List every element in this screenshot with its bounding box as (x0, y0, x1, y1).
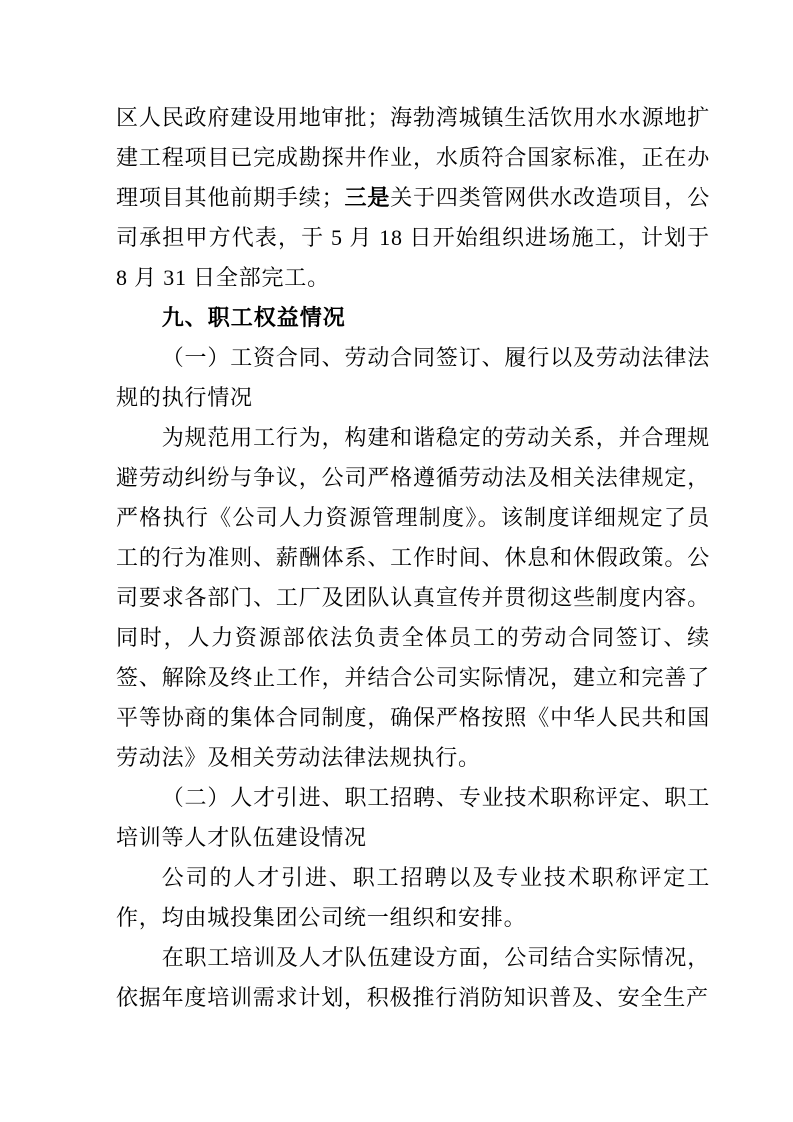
subsection-heading-1: （一）工资合同、劳动合同签订、履行以及劳动法律法规的执行情况 (116, 345, 710, 410)
body-paragraph-continuation (116, 98, 710, 298)
section-heading: 九、职工权益情况 (161, 305, 346, 330)
body-paragraph-talent: 公司的人才引进、职工招聘以及专业技术职称评定工作，均由城投集团公司统一组织和安排。 (116, 865, 710, 930)
body-paragraph-training: 在职工培训及人才队伍建设方面，公司结合实际情况，依据年度培训需求计划，积极推行消防知识普及、安全生产 (116, 945, 710, 1010)
body-paragraph-labor-contracts: 为规范用工行为，构建和谐稳定的劳动关系，并合理规避劳动纠纷与争议，公司严格遵循劳动法及相关法律规定，严格执行《公司人力资源管理制度》。该制度详细规定了员工的行为准则、薪酬体系、工作时间、休息和休假政策。公司要求各部门、工厂及团队认真宣传并贯彻这些制度内容。同时，人力资源部依法负责全体员工的劳动合同签订、续签、解除及终止工作，并结合公司实际情况，建立和完善了平等协商的集体合同制度，确保严格按照《中华人民共和国劳动法》及相关劳动法律法规执行。 (116, 425, 710, 770)
document-body (116, 98, 710, 1018)
paragraph-text: 关于四类管网供水改造项目，公司承担甲方代表，于 5 月 18 日开始组织进场施工，计划于 8 月 31 日全部完工。 (116, 185, 710, 290)
paragraph-text: 区人民政府建设用地审批；海勃湾城镇生活饮用水水源地扩建工程项目已完成勘探井作业，水质符合国家标准，正在办理项目其他前期手续； (116, 105, 710, 210)
bold-run: 三是 (344, 185, 391, 210)
subsection-heading-2: （二）人才引进、职工招聘、专业技术职称评定、职工培训等人才队伍建设情况 (116, 785, 710, 850)
